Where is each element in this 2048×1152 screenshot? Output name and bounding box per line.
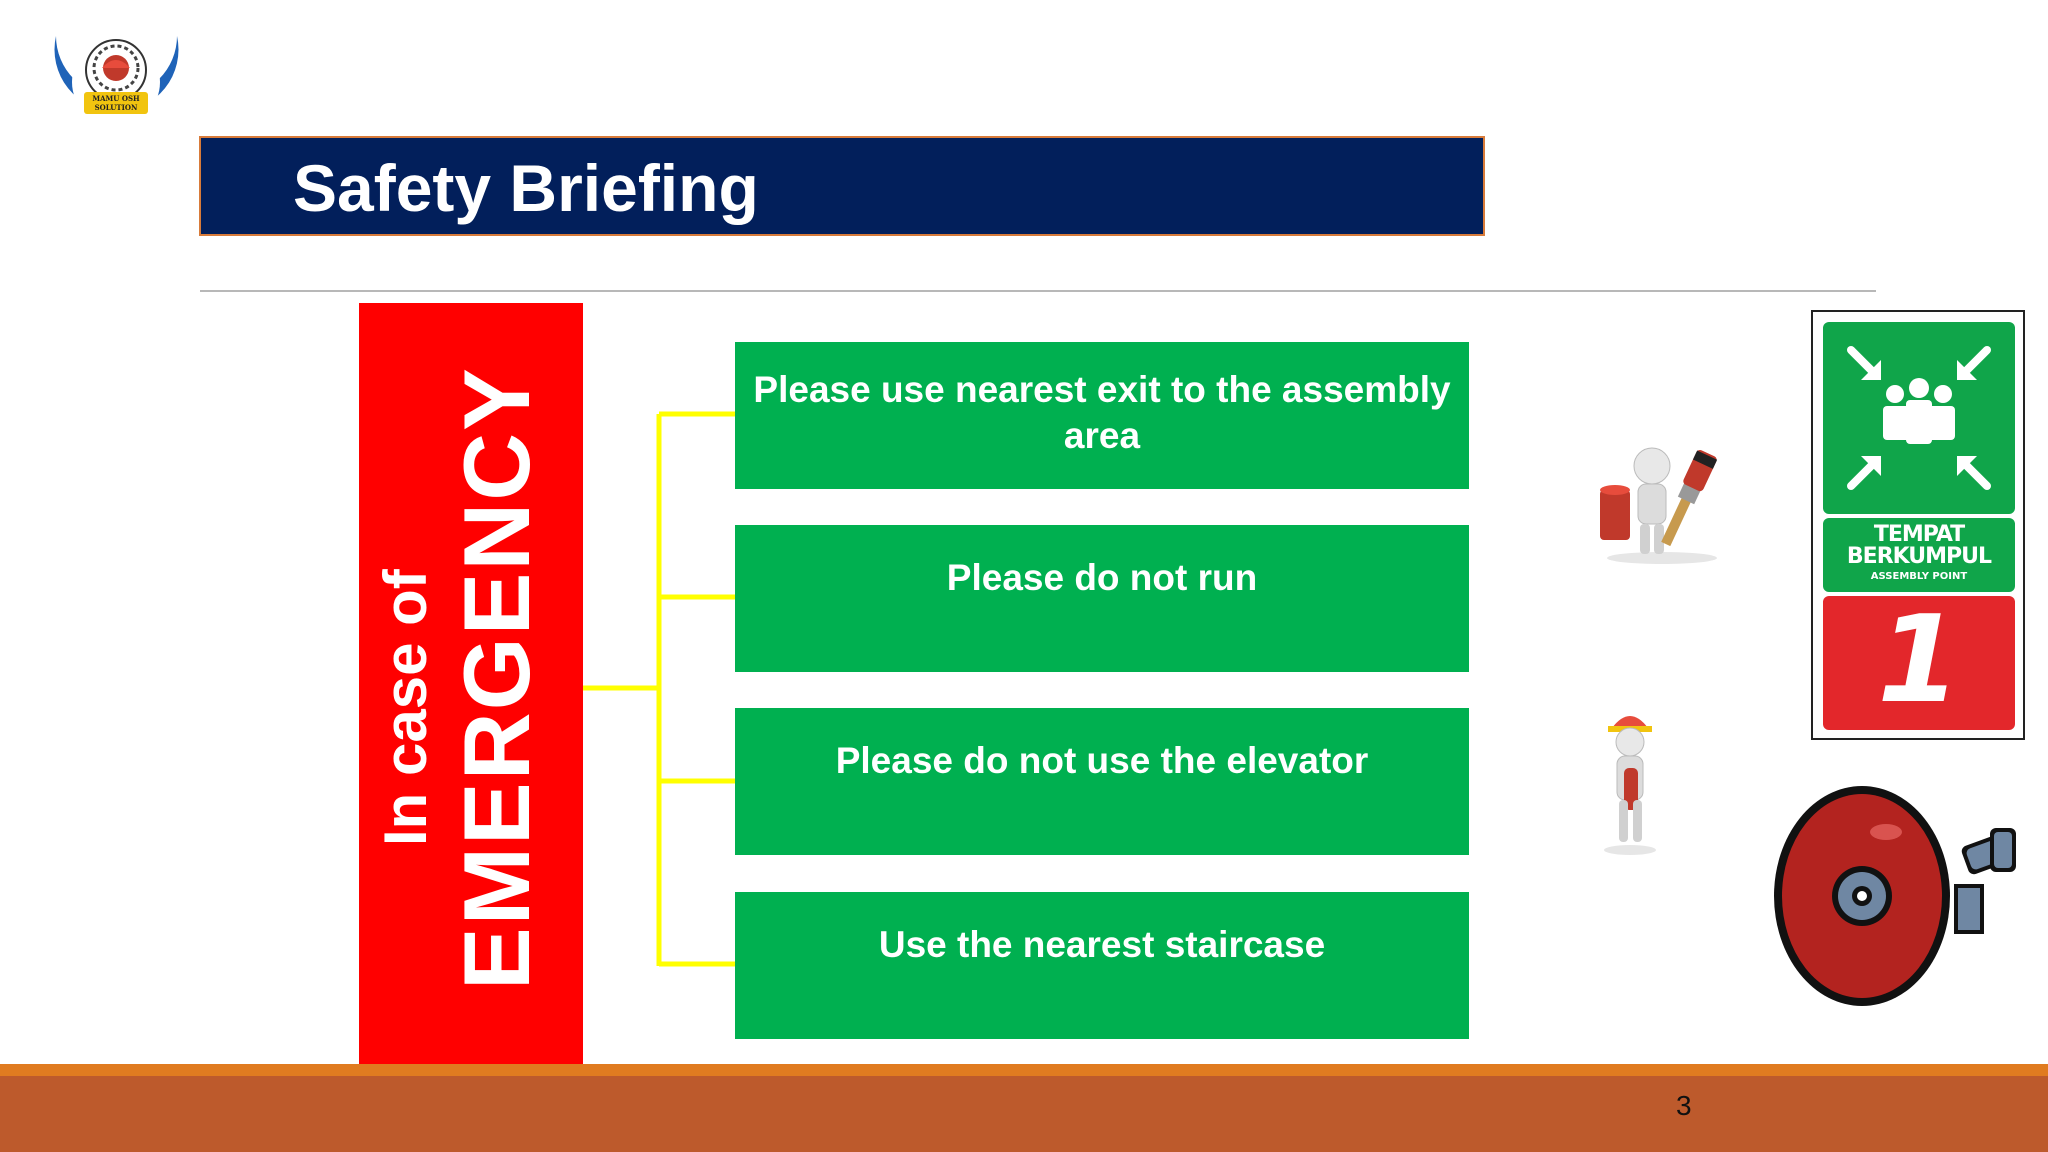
painter-figure-icon <box>1592 430 1732 570</box>
emergency-title: EMERGENCY <box>444 366 549 990</box>
sign-text-berkumpul: BERKUMPUL <box>1846 544 1992 569</box>
emergency-subtitle: In case of <box>372 569 439 846</box>
assembly-point-sign <box>1811 310 2025 740</box>
instruction-box-staircase <box>735 892 1469 1039</box>
divider <box>200 290 1876 292</box>
logo-text-line1: MAMU OSH <box>92 94 140 103</box>
logo-emblem-icon <box>44 30 189 152</box>
assembly-point-number-panel <box>1823 591 2015 730</box>
title-bar <box>199 136 1485 236</box>
logo-text-line2: SOLUTION <box>94 103 138 112</box>
instruction-text: area <box>1063 415 1141 456</box>
page-number: 3 <box>1676 1090 1692 1121</box>
assembly-point-label <box>1823 518 2015 592</box>
instruction-box-no-run <box>735 525 1469 672</box>
instruction-text: Please do not run <box>946 557 1258 598</box>
assembly-point-number: 1 <box>1877 591 1961 730</box>
assembly-point-icon <box>1823 322 2015 514</box>
fire-alarm-bell-icon <box>1768 780 2030 1012</box>
sign-text-assembly-point: ASSEMBLY POINT <box>1870 571 1968 582</box>
page-title: Safety Briefing <box>293 151 759 225</box>
instruction-text: Please use nearest exit to the assembly <box>753 369 1451 410</box>
footer-bar <box>0 1076 2048 1152</box>
instruction-text: Use the nearest staircase <box>878 924 1326 965</box>
sign-text-tempat: TEMPAT <box>1873 522 1965 547</box>
emergency-panel <box>359 303 583 1076</box>
instruction-box-no-elevator <box>735 708 1469 855</box>
footer-stripe <box>0 1064 2048 1076</box>
firefighter-figure-icon <box>1590 698 1670 858</box>
instruction-box-exit <box>735 342 1469 489</box>
instruction-text: Please do not use the elevator <box>835 740 1369 781</box>
